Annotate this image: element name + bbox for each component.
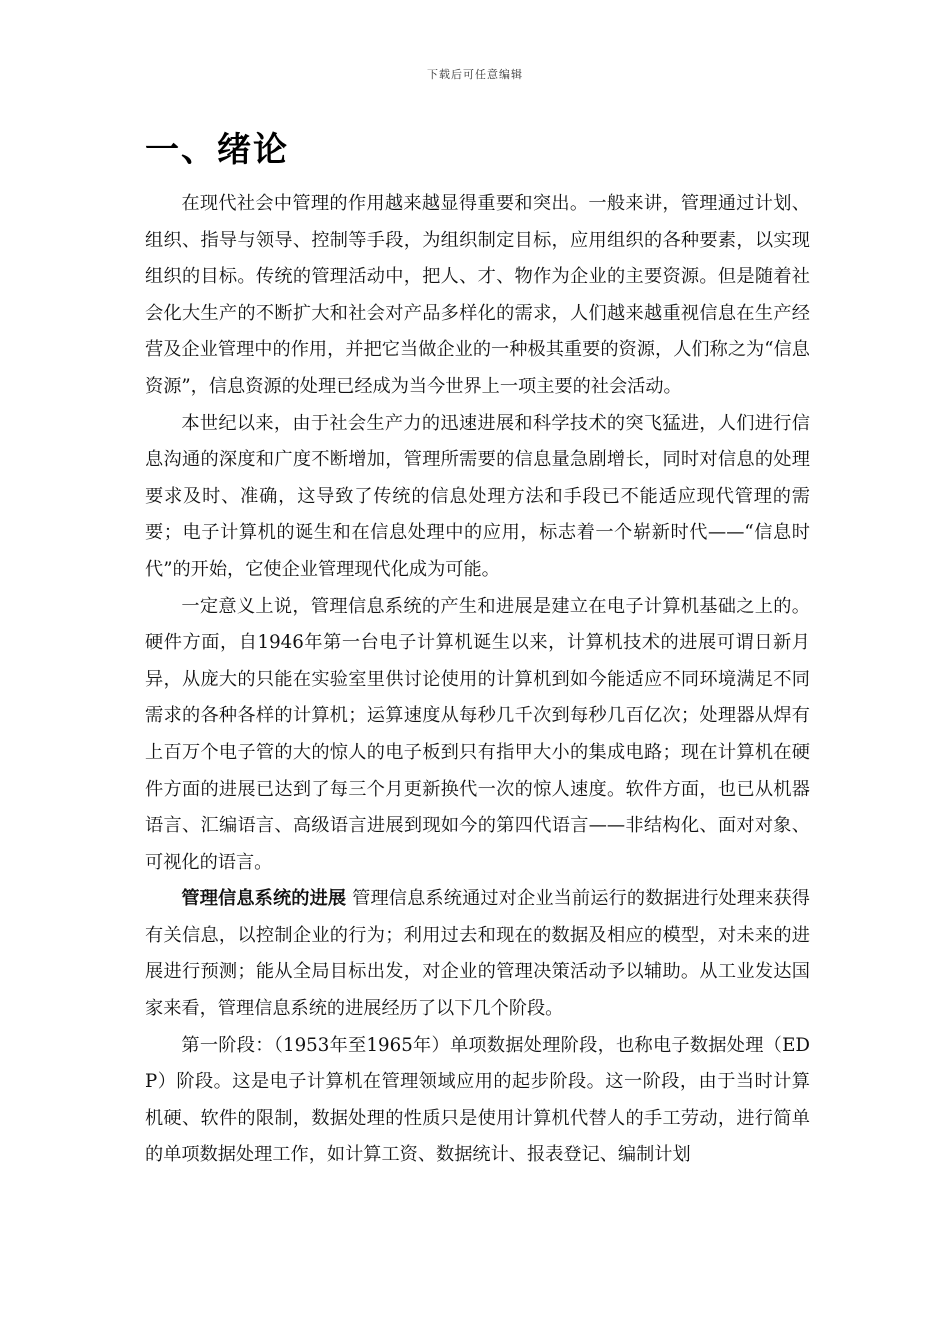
paragraph-4-text: 管理信息系统通过对企业当前运行的数据进行处理来获得有关信息，以控制企业的行为；利用过去和现在的数据及相应的模型，对未来的进展进行预测；能从全局目标出发，对企业的管理决策活动予以辅助。从工业发达国家来看，管理信息系统的进展经历了以下几个阶段。	[145, 888, 810, 1020]
header-note: 下载后可任意编辑	[427, 68, 523, 81]
paragraph-4	[145, 881, 810, 1027]
paragraph-5: 第一阶段：（1953年至1965年）单项数据处理阶段，也称电子数据处理（EDP）阶段。这是电子计算机在管理领域应用的起步阶段。这一阶段，由于当时计算机硬、软件的限制，数据处理的性质只是使用计算机代替人的手工劳动，进行简单的单项数据处理工作，如计算工资、数据统计、报表登记、编制计划	[145, 1034, 810, 1166]
document-body	[145, 186, 810, 1174]
section-title: 一、绪论	[145, 130, 289, 170]
paragraph-1: 在现代社会中管理的作用越来越显得重要和突出。一般来讲，管理通过计划、组织、指导与领导、控制等手段，为组织制定目标，应用组织的各种要素，以实现组织的目标。传统的管理活动中，把人、才、物作为企业的主要资源。但是随着社会化大生产的不断扩大和社会对产品多样化的需求，人们越来越重视信息在生产经营及企业管理中的作用，并把它当做企业的一种极其重要的资源，人们称之为“信息资源”，信息资源的处理已经成为当今世界上一项主要的社会活动。	[145, 193, 810, 397]
paragraph-2: 本世纪以来，由于社会生产力的迅速进展和科学技术的突飞猛进，人们进行信息沟通的深度和广度不断增加，管理所需要的信息量急剧增长，同时对信息的处理要求及时、准确，这导致了传统的信息处理方法和手段已不能适应现代管理的需要；电子计算机的诞生和在信息处理中的应用，标志着一个崭新时代——“信息时代”的开始，它使企业管理现代化成为可能。	[145, 412, 810, 580]
paragraph-3: 一定意义上说，管理信息系统的产生和进展是建立在电子计算机基础之上的。硬件方面，自1946年第一台电子计算机诞生以来，计算机技术的进展可谓日新月异，从庞大的只能在实验室里供讨论使用的计算机到如今能适应不同环境满足不同需求的各种各样的计算机；运算速度从每秒几千次到每秒几百亿次；处理器从焊有上百万个电子管的大的惊人的电子板到只有指甲大小的集成电路；现在计算机在硬件方面的进展已达到了每三个月更新换代一次的惊人速度。软件方面，也已从机器语言、汇编语言、高级语言进展到现如今的第四代语言——非结构化、面对对象、可视化的语言。	[145, 595, 810, 873]
paragraph-4-lead: 管理信息系统的进展	[181, 888, 347, 910]
